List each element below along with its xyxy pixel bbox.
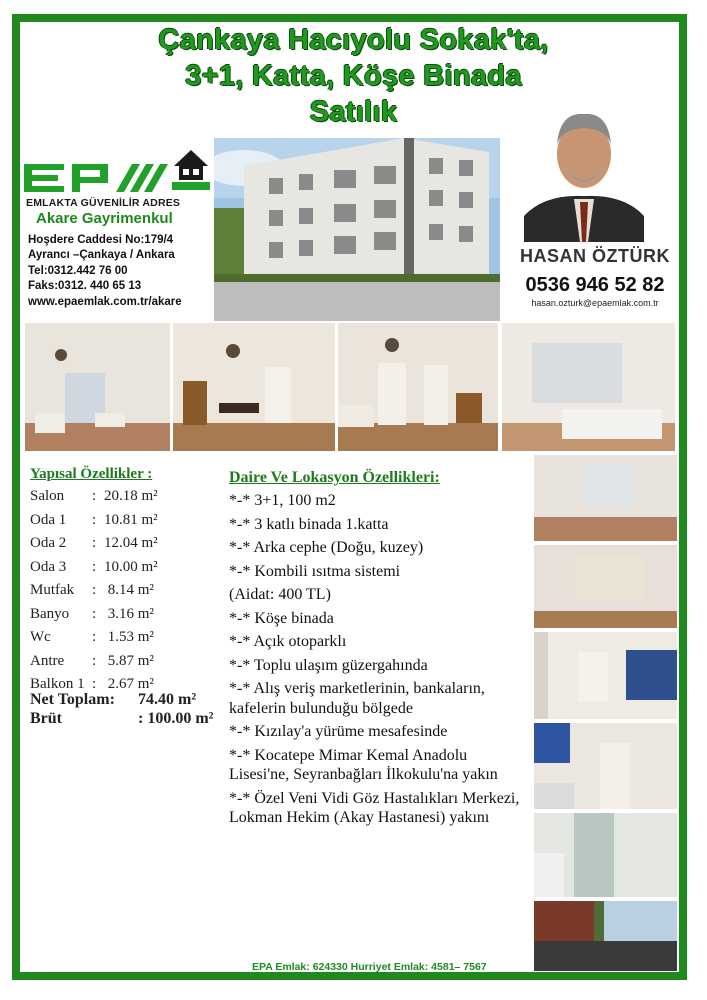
room-row xyxy=(30,556,158,580)
feature-item: *-* Alış veriş marketlerinin, bankaların, kafelerin bulunduğu bölgede xyxy=(229,680,485,717)
feature-item: (Aidat: 400 TL) xyxy=(229,586,331,603)
kitchen-photo xyxy=(534,632,677,719)
epa-wordmark xyxy=(24,164,170,192)
address-line: Hoşdere Caddesi No:179/4 xyxy=(28,234,174,246)
room-row xyxy=(30,485,158,509)
feature-item: *-* Kocatepe Mimar Kemal Anadolu Lisesi'ne, Seyranbağları İlkokulu'na yakın xyxy=(229,746,498,783)
room-row xyxy=(30,509,158,533)
room-area: 12.04 m² xyxy=(104,535,158,551)
room-name: Wc xyxy=(30,629,51,645)
bathroom-photo xyxy=(534,723,677,809)
gross-total-label: Brüt xyxy=(30,710,62,727)
balcony-photo xyxy=(534,901,677,971)
room-separator: : xyxy=(92,629,97,645)
feature-item: *-* Kızılay'a yürüme mesafesinde xyxy=(229,723,448,740)
bathroom-photo xyxy=(534,813,677,897)
room-area: 10.81 m² xyxy=(104,511,158,528)
headline-line-1: Çankaya Hacıyolu Sokak'ta, xyxy=(158,24,549,56)
headline-line-2: 3+1, Katta, Köşe Binada xyxy=(185,60,522,92)
features-title: Daire Ve Lokasyon Özellikleri: xyxy=(229,469,440,486)
room-photo xyxy=(534,545,677,628)
feature-item: *-* 3+1, 100 m2 xyxy=(229,492,336,509)
area-totals xyxy=(30,690,213,728)
feature-item: *-* Kombili ısıtma sistemi xyxy=(229,562,401,580)
dining-room-photo xyxy=(173,323,335,451)
feature-item: *-* Köşe binada xyxy=(229,609,334,627)
room-separator: : xyxy=(92,652,97,669)
room-area: 20.18 m² xyxy=(104,488,158,504)
room-area: 2.67 m² xyxy=(104,676,154,692)
agent-email[interactable]: hasan.ozturk@epaemlak.com.tr xyxy=(531,298,659,308)
office-address xyxy=(28,233,182,310)
room-name: Oda 2 xyxy=(30,535,67,551)
office-name: Akare Gayrimenkul xyxy=(36,210,173,227)
room-row xyxy=(30,579,158,603)
room-row xyxy=(30,626,158,650)
room-row xyxy=(30,650,158,674)
room-separator: : xyxy=(92,605,97,622)
room-row xyxy=(30,603,158,627)
net-total-label: Net Toplam: xyxy=(30,691,115,708)
gross-total-value: : 100.00 m² xyxy=(138,710,214,727)
building-photo xyxy=(214,138,500,321)
room-area: 8.14 m² xyxy=(104,582,154,598)
feature-item: *-* Özel Veni Vidi Göz Hastalıkları Merkezi, Lokman Hekim (Akay Hastanesi) yakını xyxy=(229,789,520,826)
house-icon xyxy=(172,148,210,192)
room-separator: : xyxy=(92,535,97,551)
feature-item: *-* 3 katlı binada 1.katta xyxy=(229,515,389,533)
room-name: Antre xyxy=(30,652,65,669)
room-area: 5.87 m² xyxy=(104,652,154,669)
structural-features xyxy=(30,466,158,697)
room-separator: : xyxy=(92,582,97,598)
room-name: Balkon 1 xyxy=(30,676,85,692)
room-area: 10.00 m² xyxy=(104,558,158,575)
agent-phone[interactable]: 0536 946 52 82 xyxy=(525,274,665,296)
office-tagline: EMLAKTA GÜVENİLİR ADRES xyxy=(26,197,181,209)
website-link[interactable]: www.epaemlak.com.tr/akare xyxy=(28,295,182,308)
bedroom-photo xyxy=(502,323,675,451)
headline-line-3: Satılık xyxy=(309,96,398,128)
room-area: 1.53 m² xyxy=(104,629,154,645)
room-name: Oda 3 xyxy=(30,558,67,575)
hallway-photo xyxy=(338,323,498,451)
room-name: Oda 1 xyxy=(30,511,67,528)
room-separator: : xyxy=(92,511,97,528)
room-photo xyxy=(534,455,677,541)
room-row xyxy=(30,532,158,556)
phone-line: Tel:0312.442 76 00 xyxy=(28,264,128,277)
net-total-value: 74.40 m² xyxy=(138,691,197,708)
room-area: 3.16 m² xyxy=(104,605,154,622)
feature-item: *-* Toplu ulaşım güzergahında xyxy=(229,656,428,674)
room-name: Mutfak xyxy=(30,582,75,598)
room-name: Salon xyxy=(30,488,65,504)
feature-item: *-* Arka cephe (Doğu, kuzey) xyxy=(229,539,424,556)
room-separator: : xyxy=(92,558,97,575)
living-room-photo xyxy=(25,323,170,451)
address-line: Ayrancı –Çankaya / Ankara xyxy=(28,249,175,262)
location-features xyxy=(229,469,529,832)
agent-photo xyxy=(524,104,644,242)
structural-title: Yapısal Özellikler : xyxy=(30,466,153,482)
room-separator: : xyxy=(92,676,97,692)
fax-line: Faks:0312. 440 65 13 xyxy=(28,280,142,293)
room-separator: : xyxy=(92,488,97,504)
listing-footer: EPA Emlak: 624330 Hurriyet Emlak: 4581– 7567 xyxy=(252,961,487,973)
feature-item: *-* Açık otoparklı xyxy=(229,633,347,650)
room-name: Banyo xyxy=(30,605,70,622)
agent-name: HASAN ÖZTÜRK xyxy=(520,246,670,266)
